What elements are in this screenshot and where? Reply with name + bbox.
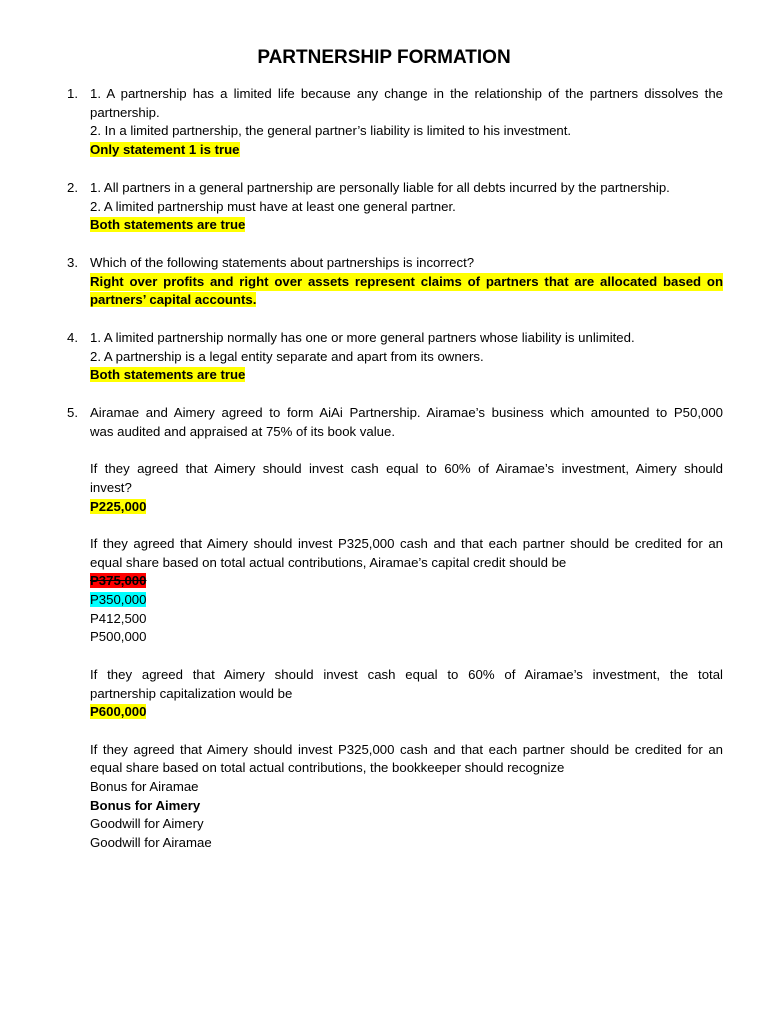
choice-option: P500,000 [90, 629, 147, 645]
statement-1: 1. All partners in a general partnership are personally liable for all debts incurred by the partnership. [90, 180, 670, 195]
choice-highlight: P350,000 [90, 592, 147, 607]
page-title: PARTNERSHIP FORMATION [257, 47, 511, 68]
wrong-choice-highlight: P375,000 [90, 573, 147, 589]
subquestion-1-cont: invest? [90, 479, 132, 495]
statement-1: 1. A partnership has a limited life because any change in the relationship of the partners dissolves the [90, 86, 723, 101]
question-2 [67, 179, 723, 235]
question-text: Which of the following statements about partnerships is incorrect? [90, 255, 475, 270]
question-number: 2. [67, 180, 78, 195]
answer-choice-bold: Bonus for Aimery [90, 797, 201, 813]
subquestion-4-cont: equal share based on total actual contributions, the bookkeeper should recognize [90, 760, 565, 776]
problem-intro-cont: was audited and appraised at 75% of its book value. [90, 423, 395, 439]
subquestion-3-cont: partnership capitalization would be [90, 685, 293, 701]
question-number: 3. [67, 255, 78, 270]
question-5 [67, 404, 723, 853]
answer-highlight: P600,000 [90, 704, 147, 720]
subquestion-2: If they agreed that Aimery should invest P325,000 cash and that each partner should be credited for an [90, 535, 723, 551]
choice-option: P412,500 [90, 610, 147, 626]
choice-option: Bonus for Airamae [90, 779, 199, 794]
statement-2: 2. A partnership is a legal entity separate and apart from its owners. [90, 348, 484, 364]
question-4 [67, 329, 723, 385]
subquestion-4: If they agreed that Aimery should invest P325,000 cash and that each partner should be credited for an [90, 741, 723, 757]
statement-2: 2. A limited partnership must have at least one general partner. [90, 198, 456, 214]
question-1 [67, 85, 723, 160]
answer-highlight: Only statement 1 is true [90, 142, 240, 158]
choice-option: Goodwill for Airamae [90, 835, 212, 851]
question-3 [67, 254, 723, 310]
answer-highlight-cont: partners’ capital accounts. [90, 292, 257, 308]
choice-option: Goodwill for Aimery [90, 816, 204, 832]
answer-highlight: Right over profits and right over assets represent claims of partners that are allocated based on [90, 273, 723, 292]
question-number: 1. [67, 86, 78, 101]
subquestion-2-cont: equal share based on total actual contributions, Airamae’s capital credit should be [90, 554, 567, 570]
problem-intro: Airamae and Aimery agreed to form AiAi Partnership. Airamae’s business which amounted to P50,000 [90, 405, 723, 420]
statement-2: 2. In a limited partnership, the general partner’s liability is limited to his investment. [90, 123, 572, 139]
statement-1-cont: partnership. [90, 104, 160, 120]
subquestion-3: If they agreed that Aimery should invest cash equal to 60% of Airamae’s investment, the total [90, 666, 723, 682]
question-number: 4. [67, 330, 78, 345]
answer-highlight: Both statements are true [90, 367, 246, 383]
statement-1: 1. A limited partnership normally has one or more general partners whose liability is unlimited. [90, 330, 635, 345]
question-number: 5. [67, 405, 78, 420]
answer-highlight: Both statements are true [90, 217, 246, 233]
answer-highlight: P225,000 [90, 498, 147, 514]
subquestion-1: If they agreed that Aimery should invest cash equal to 60% of Airamae’s investment, Aimery should [90, 461, 723, 477]
